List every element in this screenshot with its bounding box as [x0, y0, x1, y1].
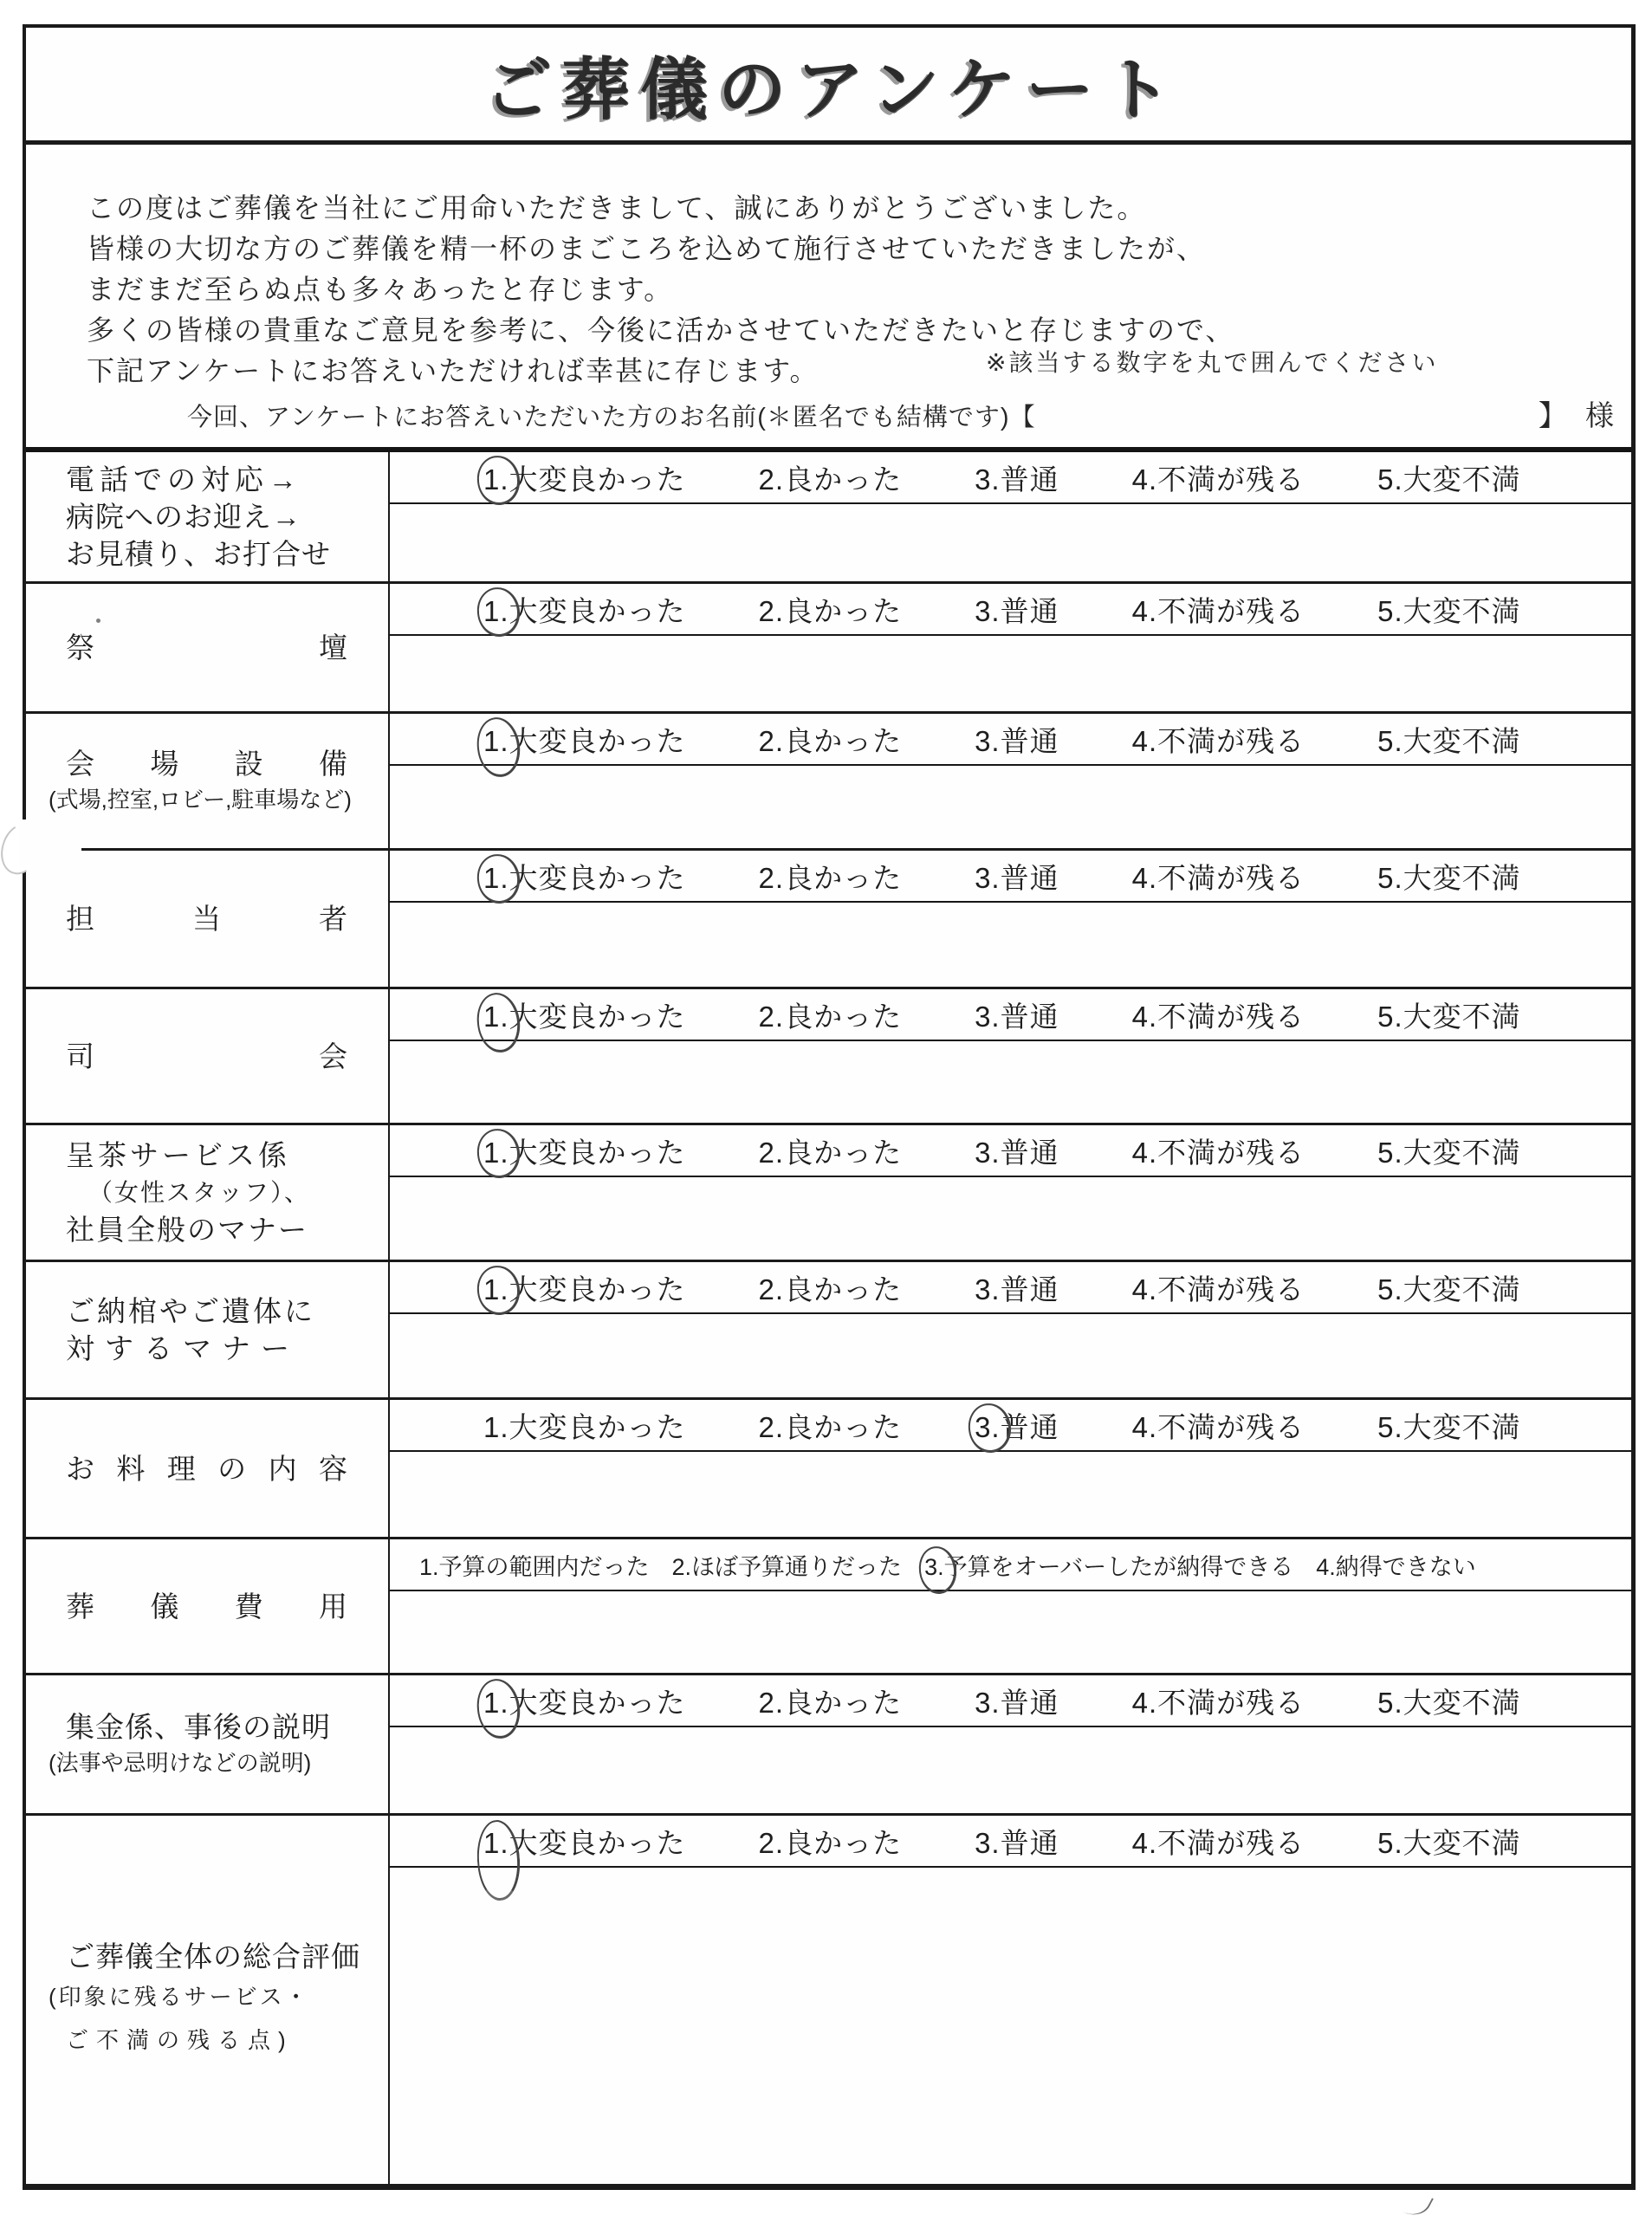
comment-area	[390, 903, 1631, 987]
option-number: 4.	[1131, 1410, 1158, 1443]
scan-dot-artifact	[96, 619, 100, 623]
option-item: 2.良かった	[758, 463, 903, 496]
row-label-line: (法事や忌明けなどの説明)	[49, 1750, 312, 1776]
option-item: 1.大変良かった	[483, 1410, 686, 1443]
option-number: 4.	[1316, 1553, 1336, 1580]
option-number: 1.	[483, 862, 509, 895]
row-label-line: お見積り、お打合せ	[66, 538, 331, 570]
option-number: 1.	[483, 595, 509, 628]
option-item: 4.不満が残る	[1131, 861, 1305, 894]
survey-row	[26, 1125, 1631, 1262]
row-answer-cell	[390, 714, 1631, 848]
survey-row	[26, 1400, 1631, 1539]
option-item: 4.不満が残る	[1131, 724, 1305, 757]
option-item: 5.大変不満	[1377, 1410, 1521, 1443]
option-number: 3.	[975, 1000, 1001, 1033]
option-number: 5.	[1377, 1273, 1403, 1305]
intro-line: 多くの皆様の貴重なご意見を参考に、今後に活かさせていただきたいと存じますので、	[87, 314, 1235, 346]
option-item: 3.普通	[975, 594, 1059, 627]
option-number: 1.	[483, 725, 509, 758]
option-item: 1. 大変良かった	[483, 1267, 686, 1308]
row-label-line: 呈茶サービス係	[66, 1139, 290, 1171]
option-item: 4.不満が残る	[1131, 1136, 1305, 1169]
option-item: 2.良かった	[758, 594, 903, 627]
survey-row	[26, 452, 1631, 584]
option-item: 2.良かった	[758, 1686, 903, 1719]
comment-area	[390, 1314, 1631, 1397]
option-number: 4.	[1131, 463, 1158, 496]
option-number: 4.	[1131, 1000, 1158, 1033]
option-number: 3.	[975, 463, 1001, 496]
option-number: 2.	[758, 1826, 785, 1859]
instruction-note: ※該当する数字を丸で囲んでください	[986, 349, 1439, 376]
row-label	[26, 1262, 390, 1397]
option-item: 2.良かった	[758, 1136, 903, 1169]
option-item: 3. 普通	[975, 1405, 1059, 1446]
row-answer-cell	[390, 452, 1631, 581]
option-number: 2.	[758, 463, 785, 496]
row-label-line: （女性スタッフ）、	[88, 1179, 311, 1206]
option-number: 2.	[671, 1553, 692, 1580]
option-number: 5.	[1377, 463, 1403, 496]
option-item: 5.大変不満	[1377, 1136, 1521, 1169]
option-item: 3.普通	[975, 861, 1059, 894]
option-item: 1. 大変良かった	[483, 994, 686, 1035]
survey-table	[26, 447, 1631, 2184]
row-answer-cell	[390, 1400, 1631, 1537]
option-number: 1.	[483, 1410, 509, 1443]
row-label-line: 司 会	[66, 1040, 347, 1072]
option-number: 2.	[758, 1686, 785, 1719]
option-number: 4.	[1131, 1826, 1158, 1859]
row-label-line: ご不満の残る点)	[66, 2027, 294, 2053]
option-item: 1. 大変良かった	[483, 856, 686, 897]
intro-line: この度はご葬儀を当社にご用命いただきまして、誠にありがとうございました。	[87, 192, 1147, 223]
survey-row	[26, 1675, 1631, 1816]
handwritten-circle-annotation	[475, 1126, 523, 1181]
options-row	[390, 1816, 1631, 1868]
row-label-line: (印象に残るサービス・	[49, 1984, 310, 2010]
option-number: 3.	[975, 861, 1001, 894]
option-number: 2.	[758, 1410, 785, 1443]
row-label-line: 担 当 者	[66, 903, 347, 935]
option-item: 4.不満が残る	[1131, 463, 1305, 496]
options-row	[390, 1400, 1631, 1452]
row-label	[26, 1675, 390, 1813]
row-answer-cell	[390, 989, 1631, 1123]
option-number: 5.	[1377, 1686, 1403, 1719]
option-item: 5.大変不満	[1377, 1273, 1521, 1305]
option-number: 3.	[975, 1826, 1001, 1859]
comment-area	[390, 1868, 1631, 2184]
option-number: 5.	[1377, 1410, 1403, 1443]
option-item: 2.良かった	[758, 1000, 903, 1033]
handwritten-circle-annotation	[475, 453, 523, 508]
option-item: 3.普通	[975, 463, 1059, 496]
option-item: 3.普通	[975, 1826, 1059, 1859]
option-item: 1.予算の範囲内だった	[419, 1553, 650, 1580]
option-number: 3.	[975, 724, 1001, 757]
option-number: 2.	[758, 1273, 785, 1305]
option-item: 2.良かった	[758, 1273, 903, 1305]
row-label	[26, 1125, 390, 1260]
options-row	[390, 452, 1631, 504]
row-label-line: 病院へのお迎え→	[66, 501, 301, 533]
option-number: 5.	[1377, 724, 1403, 757]
options-row	[390, 1125, 1631, 1177]
intro-line: 下記アンケートにお答えいただければ幸甚に存じます。	[87, 355, 820, 386]
survey-row	[26, 1262, 1631, 1400]
handwritten-circle-annotation	[475, 852, 523, 906]
option-item: 5.大変不満	[1377, 463, 1521, 496]
option-number: 2.	[758, 724, 785, 757]
option-number: 3.	[975, 594, 1001, 627]
option-item: 3.普通	[975, 1000, 1059, 1033]
option-item: 1. 大変良かった	[483, 1821, 686, 1862]
row-answer-cell	[390, 1125, 1631, 1260]
option-number: 3.	[975, 1136, 1001, 1169]
option-number: 4.	[1131, 1273, 1158, 1305]
option-item: 4.不満が残る	[1131, 1273, 1305, 1305]
survey-row	[26, 1816, 1631, 2184]
options-row	[390, 1675, 1631, 1727]
row-label-line: 電話での対応→	[66, 463, 302, 496]
option-item: 1. 大変良かった	[483, 589, 686, 630]
survey-row	[26, 851, 1631, 989]
comment-area	[390, 766, 1631, 848]
option-item: 1. 大変良かった	[483, 1681, 686, 1721]
options-row	[390, 1262, 1631, 1314]
survey-row	[26, 989, 1631, 1125]
row-answer-cell	[390, 1539, 1631, 1673]
option-item: 5.大変不満	[1377, 594, 1521, 627]
comment-area	[390, 1041, 1631, 1123]
option-number: 3.	[975, 1686, 1001, 1719]
option-number: 1.	[483, 1687, 509, 1720]
comment-area	[390, 1177, 1631, 1260]
option-number: 5.	[1377, 1136, 1403, 1169]
option-item: 2.良かった	[758, 724, 903, 757]
option-number: 3.	[975, 1411, 1001, 1444]
handwritten-circle-annotation	[966, 1401, 1014, 1455]
option-number: 1.	[483, 1273, 509, 1306]
option-item: 3.普通	[975, 1273, 1059, 1305]
option-number: 5.	[1377, 861, 1403, 894]
option-number: 5.	[1377, 594, 1403, 627]
name-line-prefix: 今回、アンケートにお答えいただいた方のお名前(＊匿名でも結構です)【	[187, 404, 1036, 431]
comment-area	[390, 504, 1631, 581]
option-item: 3.普通	[975, 1686, 1059, 1719]
handwritten-circle-annotation	[917, 1544, 959, 1596]
survey-document	[23, 24, 1636, 2190]
row-label	[26, 1539, 390, 1673]
option-number: 2.	[758, 594, 785, 627]
intro-section	[26, 145, 1631, 447]
row-answer-cell	[390, 1262, 1631, 1397]
options-row	[390, 1539, 1631, 1591]
option-item: 5.大変不満	[1377, 1686, 1521, 1719]
option-item: 4.不満が残る	[1131, 1686, 1305, 1719]
option-item: 4.不満が残る	[1131, 1826, 1305, 1859]
row-label-line: 会 場 設 備	[66, 748, 347, 780]
row-label-line: 社員全般のマナー	[66, 1214, 308, 1246]
option-item: 2.良かった	[758, 1410, 903, 1443]
row-label	[26, 584, 390, 711]
title-box	[26, 28, 1631, 145]
option-item: 5.大変不満	[1377, 724, 1521, 757]
option-item: 5.大変不満	[1377, 861, 1521, 894]
option-item: 4.不満が残る	[1131, 594, 1305, 627]
option-item: 4.不満が残る	[1131, 1000, 1305, 1033]
comment-area	[390, 1727, 1631, 1813]
option-number: 5.	[1377, 1000, 1403, 1033]
option-item: 3.普通	[975, 1136, 1059, 1169]
option-item: 1. 大変良かった	[483, 719, 686, 760]
option-number: 1.	[419, 1553, 439, 1580]
form-title: ご葬儀のアンケート	[483, 51, 1182, 127]
option-item: 1. 大変良かった	[483, 1130, 686, 1171]
options-row	[390, 584, 1631, 636]
option-item: 3. 予算をオーバーしたが納得できる	[924, 1548, 1293, 1582]
option-number: 1.	[483, 463, 509, 496]
option-number: 1.	[483, 1827, 509, 1860]
row-label	[26, 851, 390, 987]
comment-area	[390, 1452, 1631, 1537]
comment-area	[390, 1591, 1631, 1673]
option-number: 3.	[924, 1554, 944, 1581]
row-label-line: お 料 理 の 内 容	[66, 1452, 347, 1485]
survey-row	[26, 1539, 1631, 1675]
name-line-suffix: 】 様	[1538, 399, 1619, 431]
scan-fold-notch	[19, 819, 81, 865]
row-label-line: 葬 儀 費 用	[66, 1590, 347, 1623]
option-item: 3.普通	[975, 724, 1059, 757]
option-number: 2.	[758, 1136, 785, 1169]
row-label-line: 祭 壇	[66, 632, 347, 664]
intro-line: 皆様の大切な方のご葬儀を精一杯のまごころを込めて施行させていただきましたが、	[87, 233, 1207, 264]
row-answer-cell	[390, 1816, 1631, 2184]
option-item: 5.大変不満	[1377, 1826, 1521, 1859]
handwritten-circle-annotation	[475, 1263, 523, 1318]
comment-area	[390, 636, 1631, 711]
row-label	[26, 1400, 390, 1537]
option-number: 4.	[1131, 1686, 1158, 1719]
option-item: 2.良かった	[758, 861, 903, 894]
option-item: 2.良かった	[758, 1826, 903, 1859]
row-label-line: ご葬儀全体の総合評価	[66, 1940, 360, 1973]
option-item: 1. 大変良かった	[483, 457, 686, 498]
survey-row	[26, 714, 1631, 851]
option-number: 2.	[758, 861, 785, 894]
option-number: 1.	[483, 1137, 509, 1169]
option-number: 4.	[1131, 594, 1158, 627]
option-item: 2.ほぼ予算通りだった	[671, 1553, 903, 1580]
options-row	[390, 851, 1631, 903]
row-label-line: 集金係、事後の説明	[66, 1711, 331, 1743]
option-number: 4.	[1131, 724, 1158, 757]
option-number: 5.	[1377, 1826, 1403, 1859]
row-label	[26, 452, 390, 581]
options-row	[390, 989, 1631, 1041]
option-item: 4.不満が残る	[1131, 1410, 1305, 1443]
row-label	[26, 1816, 390, 2184]
survey-row	[26, 584, 1631, 714]
row-label	[26, 989, 390, 1123]
option-item: 4.納得できない	[1316, 1553, 1476, 1580]
intro-line: まだまだ至らぬ点も多々あったと存じます。	[87, 274, 674, 305]
handwritten-circle-annotation	[475, 585, 523, 639]
row-answer-cell	[390, 1675, 1631, 1813]
row-answer-cell	[390, 584, 1631, 711]
row-label-line: ご納棺やご遺体に	[66, 1295, 315, 1327]
option-number: 3.	[975, 1273, 1001, 1305]
option-number: 4.	[1131, 861, 1158, 894]
option-item: 5.大変不満	[1377, 1000, 1521, 1033]
respondent-name-line	[26, 393, 1631, 434]
option-number: 2.	[758, 1000, 785, 1033]
row-answer-cell	[390, 851, 1631, 987]
option-number: 4.	[1131, 1136, 1158, 1169]
options-row	[390, 714, 1631, 766]
row-label-line: (式場,控室,ロビー,駐車場など)	[49, 787, 352, 813]
option-number: 1.	[483, 1001, 509, 1033]
row-label-line: 対するマナー	[66, 1332, 300, 1364]
